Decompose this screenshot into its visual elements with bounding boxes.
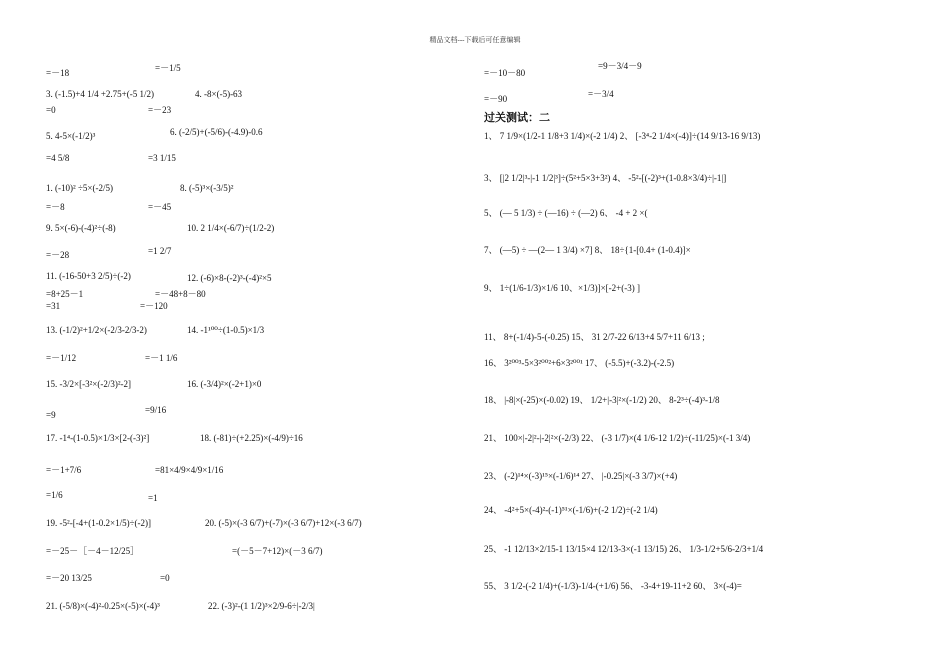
left-line: =－48+8－80 — [155, 289, 206, 299]
right-line: 11、 8+(-1/4)-5-(-0.25) 15、 31 2/7-22 6/13+4 5/7+11 6/13 ; — [484, 332, 705, 342]
left-line: =81×4/9×4/9×1/16 — [155, 465, 224, 475]
right-line: =－90 — [484, 94, 508, 104]
left-line: =31 — [46, 301, 61, 311]
left-line: =3 1/15 — [148, 153, 176, 163]
left-line: =－20 13/25 — [46, 573, 92, 583]
left-line: 18. (-81)÷(+2.25)×(-4/9)÷16 — [200, 433, 303, 443]
left-line: =－1/5 — [155, 63, 181, 73]
left-line: 19. -5²-[-4+(1-0.2×1/5)÷(-2)] — [46, 518, 152, 528]
right-line: =－3/4 — [588, 89, 614, 99]
left-line: 6. (-2/5)+(-5/6)-(-4.9)-0.6 — [170, 127, 263, 137]
left-line: 14. -1¹⁰⁰÷(1-0.5)×1/3 — [187, 325, 265, 335]
left-line: =0 — [46, 105, 56, 115]
right-line: 9、 1÷(1/6-1/3)×1/6 10、×1/3)]×[-2+(-3) ] — [484, 283, 640, 293]
right-line: 3、 [|2 1/2|³-|-1 1/2|³]÷(5²+5×3+3²) 4、 -5²-[(-2)³+(1-0.8×3/4)÷|-1|] — [484, 173, 727, 183]
right-line: 55、 3 1/2-(-2 1/4)+(-1/3)-1/4-(+1/6) 56、 -3-4+19-11+2 60、 3×(-4)= — [484, 581, 742, 591]
right-line: 18、 |-8|×(-25)×(-0.02) 19、 1/2+|-3|²×(-1/2) 20、 8-2³÷(-4)³-1/8 — [484, 395, 720, 405]
left-line: 10. 2 1/4×(-6/7)÷(1/2-2) — [187, 223, 275, 233]
right-line: 16、 3²⁰⁰³-5×3²⁰⁰²+6×3²⁰⁰¹ 17、 (-5.5)+(-3.2)-(-2.5) — [484, 358, 675, 368]
left-line: =1 2/7 — [148, 246, 172, 256]
right-line: 24、 -4²+5×(-4)²-(-1)⁵¹×(-1/6)+(-2 1/2)÷(-2 1/4) — [484, 505, 658, 515]
left-line: 4. -8×(-5)-63 — [195, 89, 243, 99]
left-line: 17. -1⁴-(1-0.5)×1/3×[2-(-3)²] — [46, 433, 150, 443]
left-line: 1. (-10)² ÷5×(-2/5) — [46, 183, 113, 193]
left-line: 12. (-6)×8-(-2)³-(-4)²×5 — [187, 273, 272, 283]
left-line: =0 — [160, 573, 170, 583]
left-line: 11. (-16-50+3 2/5)÷(-2) — [46, 271, 131, 281]
left-line: 9. 5×(-6)-(-4)²÷(-8) — [46, 223, 116, 233]
left-line: =－1/12 — [46, 353, 77, 363]
left-line: 13. (-1/2)²+1/2×(-2/3-2/3-2) — [46, 325, 147, 335]
right-line: 23、 (-2)¹⁴×(-3)¹⁵×(-1/6)¹⁴ 27、 |-0.25|×(-3 3/7)×(+4) — [484, 471, 678, 481]
left-line: =8+25－1 — [46, 289, 84, 299]
left-line: 5. 4-5×(-1/2)³ — [46, 131, 96, 141]
left-line: 16. (-3/4)²×(-2+1)×0 — [187, 379, 262, 389]
left-line: 20. (-5)×(-3 6/7)+(-7)×(-3 6/7)+12×(-3 6/7) — [205, 518, 362, 528]
left-line: =(－5－7+12)×(－3 6/7) — [232, 546, 323, 556]
left-line: =9/16 — [145, 405, 167, 415]
right-line: 1、 7 1/9×(1/2-1 1/8+3 1/4)×(-2 1/4) 2、 [-3⁴-2 1/4×(-4)]÷(14 9/13-16 9/13) — [484, 131, 761, 141]
page-header: 精品文档---下载后可任意编辑 — [429, 36, 521, 44]
left-line: =－18 — [46, 68, 70, 78]
left-line: =－1+7/6 — [46, 465, 82, 475]
left-line: =－8 — [46, 202, 65, 212]
left-line: =－45 — [148, 202, 172, 212]
right-line: =－10－80 — [484, 68, 526, 78]
left-line: =－1 1/6 — [145, 353, 178, 363]
right-line: 5、 (— 5 1/3) ÷ (—16) ÷ (—2) 6、 -4 + 2 ×( — [484, 208, 648, 218]
left-line: =－25－［－4－12/25］ — [46, 546, 140, 556]
right-line: 21、 100×|-2|²-|-2|²×(-2/3) 22、 (-3 1/7)×(4 1/6-12 1/2)÷(-11/25)×(-1 3/4) — [484, 433, 751, 443]
left-line: 15. -3/2×[-3²×(-2/3)²-2] — [46, 379, 132, 389]
left-line: =－23 — [148, 105, 172, 115]
left-line: =4 5/8 — [46, 153, 70, 163]
right-line: =9－3/4－9 — [598, 61, 642, 71]
right-line: 过关测试：二 — [484, 111, 550, 124]
left-line: 22. (-3)²-(1 1/2)³×2/9-6÷|-2/3| — [208, 601, 315, 611]
left-line: =1 — [148, 493, 158, 503]
left-line: =1/6 — [46, 490, 63, 500]
left-line: =－120 — [140, 301, 168, 311]
right-line: 25、 -1 12/13×2/15-1 13/15×4 12/13-3×(-1 13/15) 26、 1/3-1/2+5/6-2/3+1/4 — [484, 544, 764, 554]
left-line: 3. (-1.5)+4 1/4 +2.75+(-5 1/2) — [46, 89, 154, 99]
left-line: 21. (-5/8)×(-4)²-0.25×(-5)×(-4)³ — [46, 601, 160, 611]
right-line: 7、 (—5) ÷ —(2— 1 3/4) ×7] 8、 18÷{1-[0.4+ (1-0.4)]× — [484, 245, 691, 255]
left-line: =－28 — [46, 250, 70, 260]
left-line: 8. (-5)³×(-3/5)² — [180, 183, 234, 193]
left-line: =9 — [46, 410, 56, 420]
